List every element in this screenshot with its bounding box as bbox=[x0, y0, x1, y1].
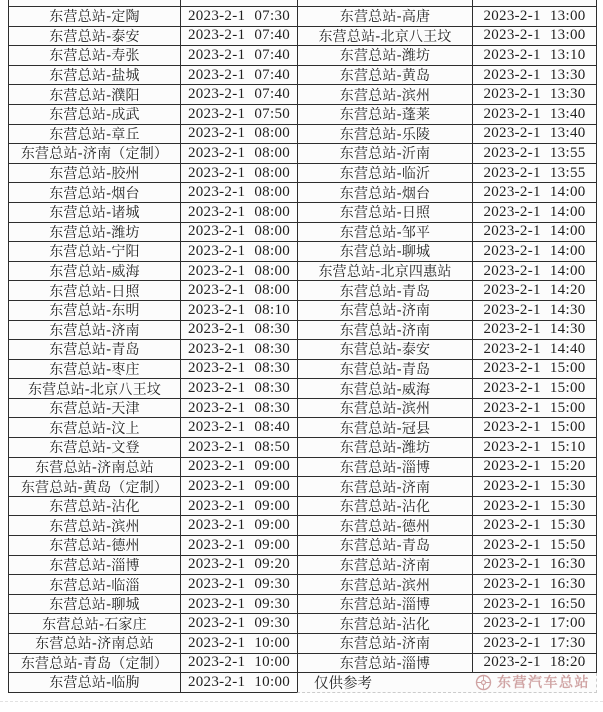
departure-time-cell: 2023-2-1 09:00 bbox=[180, 458, 297, 478]
departure-time-cell: 2023-2-1 08:50 bbox=[180, 438, 297, 458]
departure-time-cell: 2023-2-1 08:00 bbox=[180, 223, 297, 243]
departure-time-cell: 2023-2-1 08:00 bbox=[180, 242, 297, 262]
departure-time-cell: 2023-2-1 15:00 bbox=[472, 379, 597, 399]
departure-time-cell: 2023-2-1 07:40 bbox=[180, 66, 297, 86]
table-footer-row bbox=[8, 673, 597, 693]
departure-time-cell: 2023-2-1 14:00 bbox=[472, 223, 597, 243]
departure-time-cell: 2023-2-1 13:55 bbox=[472, 164, 597, 184]
departure-time-cell: 2023-2-1 15:30 bbox=[472, 477, 597, 497]
schedule-rows bbox=[8, 7, 597, 673]
route-cell: 东营总站-蓬莱 bbox=[297, 105, 472, 125]
departure-time-cell: 2023-2-1 15:10 bbox=[472, 438, 597, 458]
route-cell: 东营总站-冠县 bbox=[297, 418, 472, 438]
table-row bbox=[8, 223, 597, 243]
route-cell: 东营总站-滨州 bbox=[297, 575, 472, 595]
departure-time-cell: 2023-2-1 14:40 bbox=[472, 340, 597, 360]
departure-time-cell: 2023-2-1 07:40 bbox=[180, 85, 297, 105]
table-top-cut-row bbox=[8, 0, 597, 7]
departure-time-cell: 2023-2-1 13:40 bbox=[472, 105, 597, 125]
route-cell: 东营总站-淄博 bbox=[8, 556, 180, 576]
table-row bbox=[8, 105, 597, 125]
route-cell: 东营总站-临淄 bbox=[8, 575, 180, 595]
table-row bbox=[8, 7, 597, 27]
departure-time-cell: 2023-2-1 16:50 bbox=[472, 595, 597, 615]
departure-time-cell: 2023-2-1 13:30 bbox=[472, 66, 597, 86]
route-cell: 东营总站-北京八王坟 bbox=[8, 379, 180, 399]
table-row bbox=[8, 654, 597, 674]
departure-time-cell: 2023-2-1 08:00 bbox=[180, 262, 297, 282]
table-row bbox=[8, 301, 597, 321]
departure-time-cell: 2023-2-1 14:30 bbox=[472, 321, 597, 341]
departure-time-cell: 2023-2-1 09:00 bbox=[180, 477, 297, 497]
route-cell: 东营总站-济南总站 bbox=[8, 634, 180, 654]
station-watermark bbox=[475, 672, 590, 692]
reference-only-note: 仅供参考 bbox=[314, 675, 372, 692]
route-cell: 东营总站-潍坊 bbox=[8, 223, 180, 243]
table-row bbox=[8, 575, 597, 595]
table-row bbox=[8, 556, 597, 576]
table-row bbox=[8, 516, 597, 536]
departure-time-cell: 2023-2-1 10:00 bbox=[180, 673, 297, 693]
departure-time-cell: 2023-2-1 08:00 bbox=[180, 125, 297, 145]
departure-time-cell: 2023-2-1 09:20 bbox=[180, 556, 297, 576]
table-row bbox=[8, 497, 597, 517]
route-cell: 东营总站-青岛 bbox=[8, 340, 180, 360]
departure-time-cell: 2023-2-1 08:30 bbox=[180, 360, 297, 380]
departure-time-cell: 2023-2-1 08:40 bbox=[180, 418, 297, 438]
departure-time-cell: 2023-2-1 08:30 bbox=[180, 379, 297, 399]
route-cell: 东营总站-德州 bbox=[8, 536, 180, 556]
table-row bbox=[8, 418, 597, 438]
departure-time-cell: 2023-2-1 10:00 bbox=[180, 654, 297, 674]
route-cell: 东营总站-威海 bbox=[8, 262, 180, 282]
route-cell: 东营总站-青岛 bbox=[297, 536, 472, 556]
route-cell: 东营总站-烟台 bbox=[8, 183, 180, 203]
route-cell: 东营总站-淄博 bbox=[297, 458, 472, 478]
route-cell: 东营总站-济南 bbox=[297, 477, 472, 497]
route-cell: 东营总站-沾化 bbox=[8, 497, 180, 517]
route-cell: 东营总站-沂南 bbox=[297, 144, 472, 164]
table-row bbox=[8, 144, 597, 164]
departure-time-cell: 2023-2-1 13:55 bbox=[472, 144, 597, 164]
departure-time-cell: 2023-2-1 14:20 bbox=[472, 281, 597, 301]
route-cell: 东营总站-滨州 bbox=[297, 399, 472, 419]
departure-time-cell: 2023-2-1 08:10 bbox=[180, 301, 297, 321]
route-cell: 东营总站-枣庄 bbox=[8, 360, 180, 380]
route-cell: 东营总站-淄博 bbox=[297, 595, 472, 615]
route-cell: 东营总站-定陶 bbox=[8, 7, 180, 27]
departure-time-cell: 2023-2-1 07:40 bbox=[180, 46, 297, 66]
departure-time-cell: 2023-2-1 14:00 bbox=[472, 262, 597, 282]
table-row bbox=[8, 46, 597, 66]
departure-time-cell: 2023-2-1 16:30 bbox=[472, 575, 597, 595]
route-cell: 东营总站-邹平 bbox=[297, 223, 472, 243]
table-row bbox=[8, 242, 597, 262]
departure-time-cell: 2023-2-1 14:00 bbox=[472, 203, 597, 223]
route-cell: 东营总站-寿张 bbox=[8, 46, 180, 66]
table-row bbox=[8, 321, 597, 341]
departure-time-cell: 2023-2-1 15:30 bbox=[472, 516, 597, 536]
route-cell: 东营总站-烟台 bbox=[297, 183, 472, 203]
route-cell: 东营总站-济南总站 bbox=[8, 458, 180, 478]
route-cell: 东营总站-诸城 bbox=[8, 203, 180, 223]
route-cell: 东营总站-章丘 bbox=[8, 125, 180, 145]
watermark-text: 东营汽车总站 bbox=[497, 675, 590, 692]
table-row bbox=[8, 27, 597, 47]
table-row bbox=[8, 379, 597, 399]
table-row bbox=[8, 634, 597, 654]
departure-time-cell: 2023-2-1 07:40 bbox=[180, 27, 297, 47]
departure-time-cell: 2023-2-1 08:00 bbox=[180, 281, 297, 301]
departure-time-cell: 2023-2-1 13:10 bbox=[472, 46, 597, 66]
table-row bbox=[8, 399, 597, 419]
departure-time-cell: 2023-2-1 08:30 bbox=[180, 399, 297, 419]
route-cell: 东营总站-乐陵 bbox=[297, 125, 472, 145]
route-cell: 东营总站-潍坊 bbox=[297, 46, 472, 66]
table-row bbox=[8, 203, 597, 223]
route-cell: 东营总站-德州 bbox=[297, 516, 472, 536]
cut-route-cell bbox=[297, 0, 472, 7]
departure-time-cell: 2023-2-1 14:00 bbox=[472, 183, 597, 203]
route-cell: 东营总站-济南 bbox=[297, 301, 472, 321]
route-cell: 东营总站-聊城 bbox=[297, 242, 472, 262]
departure-time-cell: 2023-2-1 15:30 bbox=[472, 497, 597, 517]
route-cell: 东营总站-文登 bbox=[8, 438, 180, 458]
table-row bbox=[8, 164, 597, 184]
route-cell: 东营总站-北京四惠站 bbox=[297, 262, 472, 282]
route-cell: 东营总站-泰安 bbox=[8, 27, 180, 47]
table-row bbox=[8, 183, 597, 203]
departure-time-cell: 2023-2-1 09:30 bbox=[180, 575, 297, 595]
table-row bbox=[8, 281, 597, 301]
departure-time-cell: 2023-2-1 10:00 bbox=[180, 634, 297, 654]
route-cell: 东营总站-聊城 bbox=[8, 595, 180, 615]
departure-time-cell: 2023-2-1 15:00 bbox=[472, 399, 597, 419]
route-cell: 东营总站-青岛 bbox=[297, 281, 472, 301]
departure-time-cell: 2023-2-1 16:30 bbox=[472, 556, 597, 576]
departure-time-cell: 2023-2-1 17:30 bbox=[472, 634, 597, 654]
departure-time-cell: 2023-2-1 09:00 bbox=[180, 536, 297, 556]
route-cell: 东营总站-淄博 bbox=[297, 654, 472, 674]
route-cell: 东营总站-济南 bbox=[297, 556, 472, 576]
departure-time-cell: 2023-2-1 09:30 bbox=[180, 595, 297, 615]
route-cell: 东营总站-济南 bbox=[297, 634, 472, 654]
route-cell: 东营总站-东明 bbox=[8, 301, 180, 321]
route-cell: 东营总站-日照 bbox=[297, 203, 472, 223]
departure-time-cell: 2023-2-1 15:50 bbox=[472, 536, 597, 556]
departure-time-cell: 2023-2-1 08:00 bbox=[180, 144, 297, 164]
wheel-icon bbox=[475, 674, 492, 691]
departure-time-cell: 2023-2-1 13:30 bbox=[472, 85, 597, 105]
route-cell: 东营总站-济南 bbox=[297, 321, 472, 341]
route-cell: 东营总站-日照 bbox=[8, 281, 180, 301]
route-cell: 东营总站-盐城 bbox=[8, 66, 180, 86]
departure-time-cell: 2023-2-1 08:00 bbox=[180, 203, 297, 223]
table-row bbox=[8, 340, 597, 360]
table-row bbox=[8, 262, 597, 282]
route-cell: 东营总站-青岛 bbox=[297, 360, 472, 380]
departure-time-cell: 2023-2-1 08:30 bbox=[180, 321, 297, 341]
departure-time-cell: 2023-2-1 15:00 bbox=[472, 360, 597, 380]
bus-schedule-table bbox=[8, 0, 597, 693]
departure-time-cell: 2023-2-1 09:00 bbox=[180, 516, 297, 536]
departure-time-cell: 2023-2-1 17:00 bbox=[472, 614, 597, 634]
route-cell: 东营总站-临沂 bbox=[297, 164, 472, 184]
departure-time-cell: 2023-2-1 08:00 bbox=[180, 164, 297, 184]
departure-time-cell: 2023-2-1 18:20 bbox=[472, 654, 597, 674]
route-cell: 东营总站-临朐 bbox=[8, 673, 180, 693]
departure-time-cell: 2023-2-1 13:40 bbox=[472, 125, 597, 145]
route-cell: 东营总站-胶州 bbox=[8, 164, 180, 184]
route-cell: 东营总站-威海 bbox=[297, 379, 472, 399]
table-row bbox=[8, 614, 597, 634]
table-row bbox=[8, 438, 597, 458]
route-cell: 东营总站-宁阳 bbox=[8, 242, 180, 262]
departure-time-cell: 2023-2-1 14:30 bbox=[472, 301, 597, 321]
table-row bbox=[8, 458, 597, 478]
departure-time-cell: 2023-2-1 09:00 bbox=[180, 497, 297, 517]
cut-time-cell bbox=[472, 0, 597, 7]
route-cell: 东营总站-沾化 bbox=[297, 497, 472, 517]
route-cell: 东营总站-滨州 bbox=[8, 516, 180, 536]
route-cell: 东营总站-泰安 bbox=[297, 340, 472, 360]
route-cell: 东营总站-潍坊 bbox=[297, 438, 472, 458]
route-cell: 东营总站-汶上 bbox=[8, 418, 180, 438]
route-cell: 东营总站-石家庄 bbox=[8, 614, 180, 634]
table-row bbox=[8, 595, 597, 615]
table-row bbox=[8, 125, 597, 145]
departure-time-cell: 2023-2-1 13:00 bbox=[472, 27, 597, 47]
departure-time-cell: 2023-2-1 08:00 bbox=[180, 183, 297, 203]
table-row bbox=[8, 360, 597, 380]
route-cell: 东营总站-成武 bbox=[8, 105, 180, 125]
route-cell: 东营总站-济南 bbox=[8, 321, 180, 341]
departure-time-cell: 2023-2-1 15:00 bbox=[472, 418, 597, 438]
departure-time-cell: 2023-2-1 14:00 bbox=[472, 242, 597, 262]
table-row bbox=[8, 85, 597, 105]
route-cell: 东营总站-濮阳 bbox=[8, 85, 180, 105]
departure-time-cell: 2023-2-1 08:30 bbox=[180, 340, 297, 360]
route-cell: 东营总站-滨州 bbox=[297, 85, 472, 105]
route-cell: 东营总站-黄岛（定制） bbox=[8, 477, 180, 497]
cut-route-cell bbox=[8, 0, 180, 7]
cut-time-cell bbox=[180, 0, 297, 7]
route-cell: 东营总站-青岛（定制） bbox=[8, 654, 180, 674]
route-cell: 东营总站-黄岛 bbox=[297, 66, 472, 86]
faint-bottom-divider bbox=[0, 701, 603, 702]
route-cell: 东营总站-沾化 bbox=[297, 614, 472, 634]
table-row bbox=[8, 477, 597, 497]
table-row bbox=[8, 536, 597, 556]
route-cell: 东营总站-天津 bbox=[8, 399, 180, 419]
route-cell: 东营总站-北京八王坟 bbox=[297, 27, 472, 47]
departure-time-cell: 2023-2-1 09:30 bbox=[180, 614, 297, 634]
route-cell: 东营总站-济南（定制） bbox=[8, 144, 180, 164]
table-row bbox=[8, 66, 597, 86]
footer-right-area bbox=[297, 673, 597, 693]
departure-time-cell: 2023-2-1 15:20 bbox=[472, 458, 597, 478]
route-cell: 东营总站-高唐 bbox=[297, 7, 472, 27]
departure-time-cell: 2023-2-1 07:50 bbox=[180, 105, 297, 125]
departure-time-cell: 2023-2-1 13:00 bbox=[472, 7, 597, 27]
departure-time-cell: 2023-2-1 07:30 bbox=[180, 7, 297, 27]
